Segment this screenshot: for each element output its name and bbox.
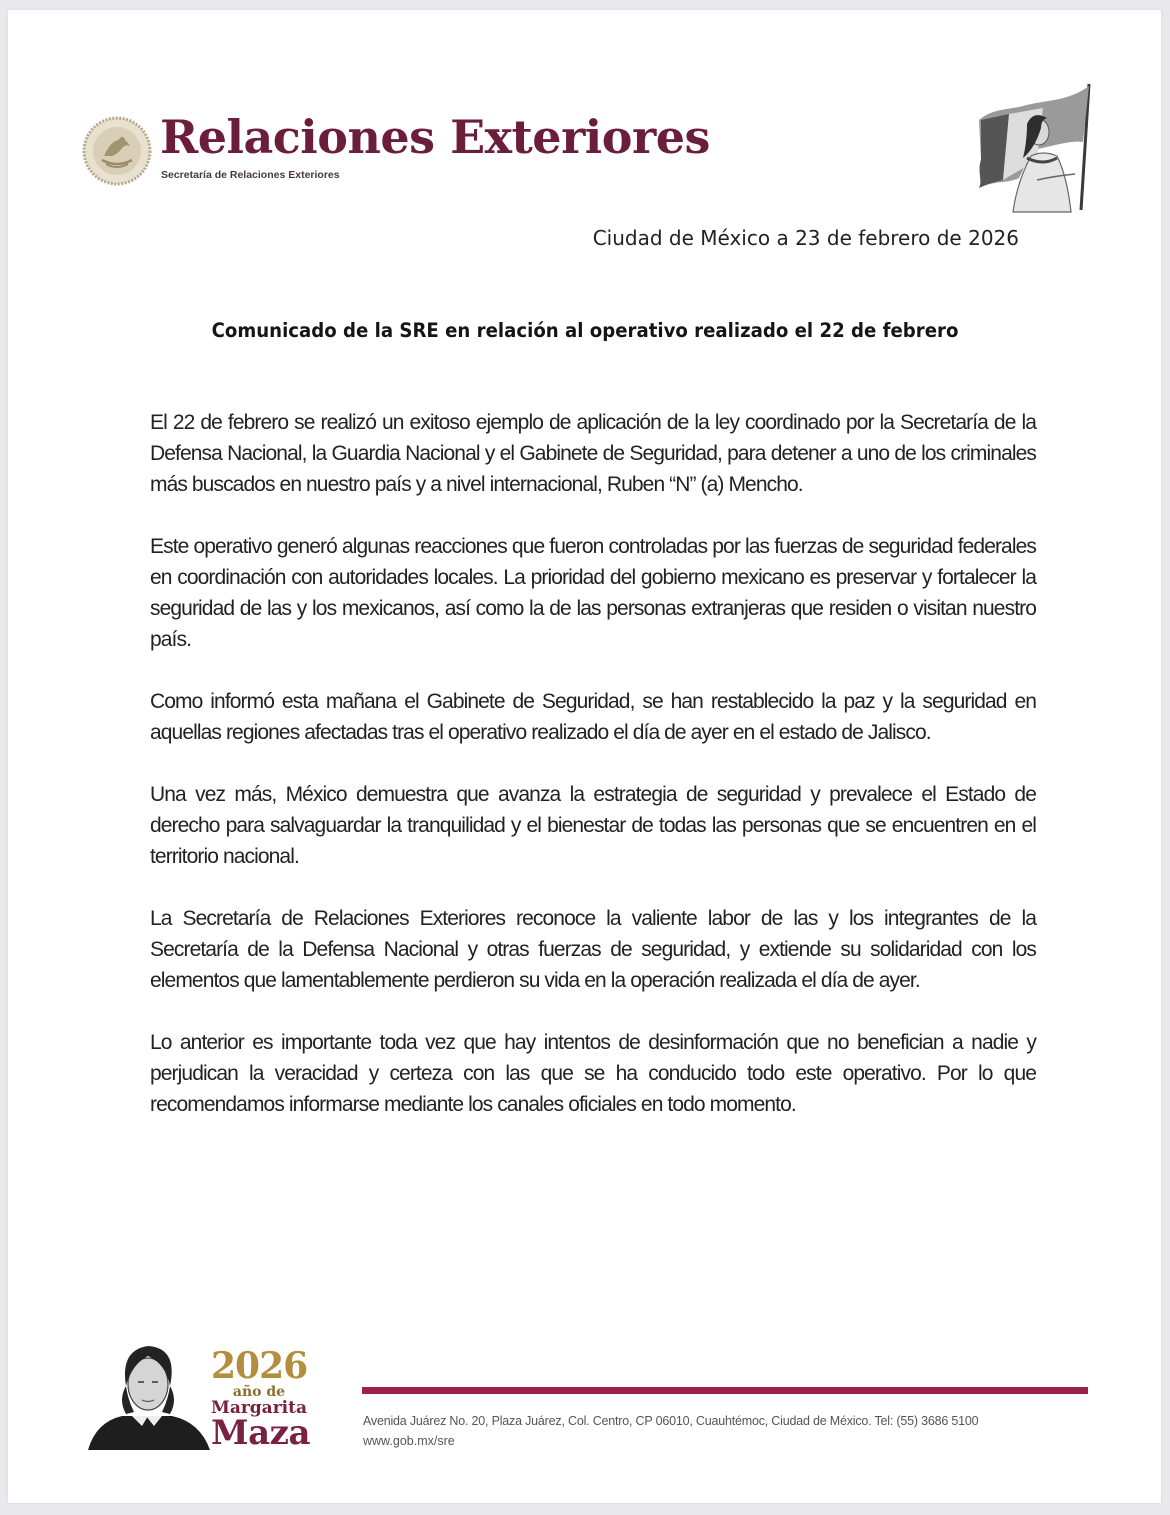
footer-address: Avenida Juárez No. 20, Plaza Juárez, Col. Centro, CP 06010, Cuauhtémoc, Ciudad de México. Tel: (55) 3686 5100 (363, 1414, 979, 1428)
body-paragraph: El 22 de febrero se realizó un exitoso ejemplo de aplicación de la ley coordinado por la Secretaría de la Defensa Nacional, la Guardia Nacional y el Gabinete de Seguridad, para detener a uno de los criminales más buscados en nuestro país y a nivel internacional, Ruben “N” (a) Mencho. (150, 411, 1036, 496)
badge-year: 2026 (211, 1345, 308, 1387)
footer-divider-bar (362, 1387, 1088, 1394)
badge-line-2: Margarita (211, 1398, 307, 1418)
body-paragraph: La Secretaría de Relaciones Exteriores reconoce la valiente labor de las y los integrantes de la Secretaría de la Defensa Nacional y otras fuerzas de seguridad, y extiende su solidaridad con los elementos que lamentablemente perdieron su vida en la operación realizada el día de ayer. (150, 907, 1036, 992)
document-title: Comunicado de la SRE en relación al operativo realizado el 22 de febrero (211, 319, 959, 342)
coat-of-arms-seal-icon (82, 116, 152, 186)
footer-website-link[interactable]: www.gob.mx/sre (363, 1434, 455, 1448)
body-paragraph: Como informó esta mañana el Gabinete de Seguridad, se han restablecido la paz y la seguridad en aquellas regiones afectadas tras el operativo realizado el día de ayer en el estado de Jalisco. (150, 690, 1036, 744)
woman-with-flag-illustration-icon (973, 80, 1103, 215)
brand-title: Relaciones Exteriores (160, 110, 710, 164)
badge-line-3: Maza (211, 1413, 311, 1453)
year-badge (211, 1345, 311, 1453)
margarita-maza-portrait-icon (88, 1340, 213, 1450)
body-paragraph: Lo anterior es importante toda vez que hay intentos de desinformación que no benefician a nadie y perjudican la veracidad y certeza con las que se ha conducido todo este operativo. Por lo que recomendamos informarse mediante los canales oficiales en todo momento. (150, 1031, 1036, 1116)
body-paragraph: Una vez más, México demuestra que avanza la estrategia de seguridad y prevalece el Estado de derecho para salvaguardar la tranquilidad y el bienestar de todas las personas que se encuentren en el territorio nacional. (150, 783, 1036, 868)
document-page (8, 10, 1161, 1503)
body-paragraph: Este operativo generó algunas reacciones que fueron controladas por las fuerzas de seguridad federales en coordinación con autoridades locales. La prioridad del gobierno mexicano es preservar y fortalecer la seguridad de las y los mexicanos, así como la de las personas extranjeras que residen o visitan nuestro país. (150, 535, 1036, 651)
brand-subtitle: Secretaría de Relaciones Exteriores (161, 169, 340, 181)
date-line: Ciudad de México a 23 de febrero de 2026 (592, 226, 1019, 250)
document-body (150, 407, 1036, 1151)
badge-line-1: año de (232, 1384, 286, 1400)
